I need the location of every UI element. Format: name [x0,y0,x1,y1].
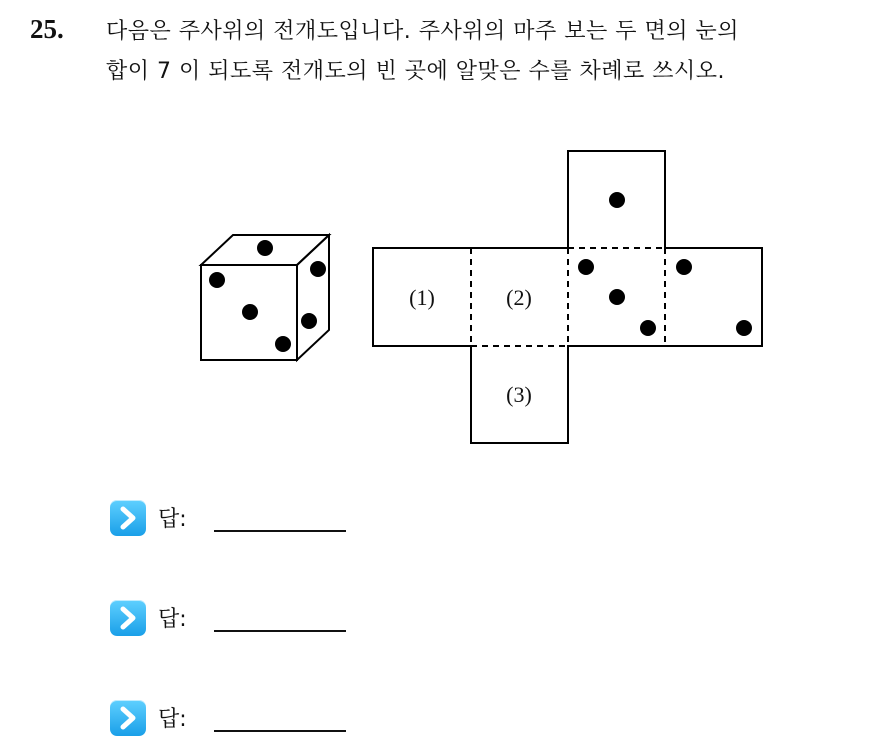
answer-blank-1[interactable] [214,530,346,532]
dice-front-pip [242,304,258,320]
cube-net [373,151,762,443]
answer-label: 답: [158,607,187,632]
chevron-right-icon [110,700,146,736]
question-text-line2: 합이 7 이 되도록 전개도의 빈 곳에 알맞은 수를 차례로 쓰시오. [106,59,725,84]
net-label-2: (2) [506,285,532,310]
net-center-face-pip [640,320,656,336]
dice-top-pip [257,240,273,256]
answer-row-3 [110,700,370,740]
net-right-face-pip [736,320,752,336]
net-label-3: (3) [506,382,532,407]
dice-right-face [297,235,329,360]
question-text-line1: 다음은 주사위의 전개도입니다. 주사위의 마주 보는 두 면의 눈의 [106,19,739,44]
answer-label: 답: [158,507,187,532]
answer-row-1 [110,500,370,540]
chevron-right-icon [110,600,146,636]
net-right-face-pip [676,259,692,275]
net-center-face-pip [578,259,594,275]
question-number: 25. [30,14,64,44]
dice-3d-pips [209,240,326,352]
net-fold-lines [471,248,665,346]
answer-row-2 [110,600,370,640]
answer-blank-3[interactable] [214,730,346,732]
net-label-1: (1) [409,285,435,310]
dice-front-pip [275,336,291,352]
answer-blank-2[interactable] [214,630,346,632]
net-center-face-pip [609,289,625,305]
dice-right-pip [310,261,326,277]
answer-label: 답: [158,707,187,732]
dice-front-pip [209,272,225,288]
chevron-right-icon [110,500,146,536]
dice-right-pip [301,313,317,329]
net-top-face-pip [609,192,625,208]
